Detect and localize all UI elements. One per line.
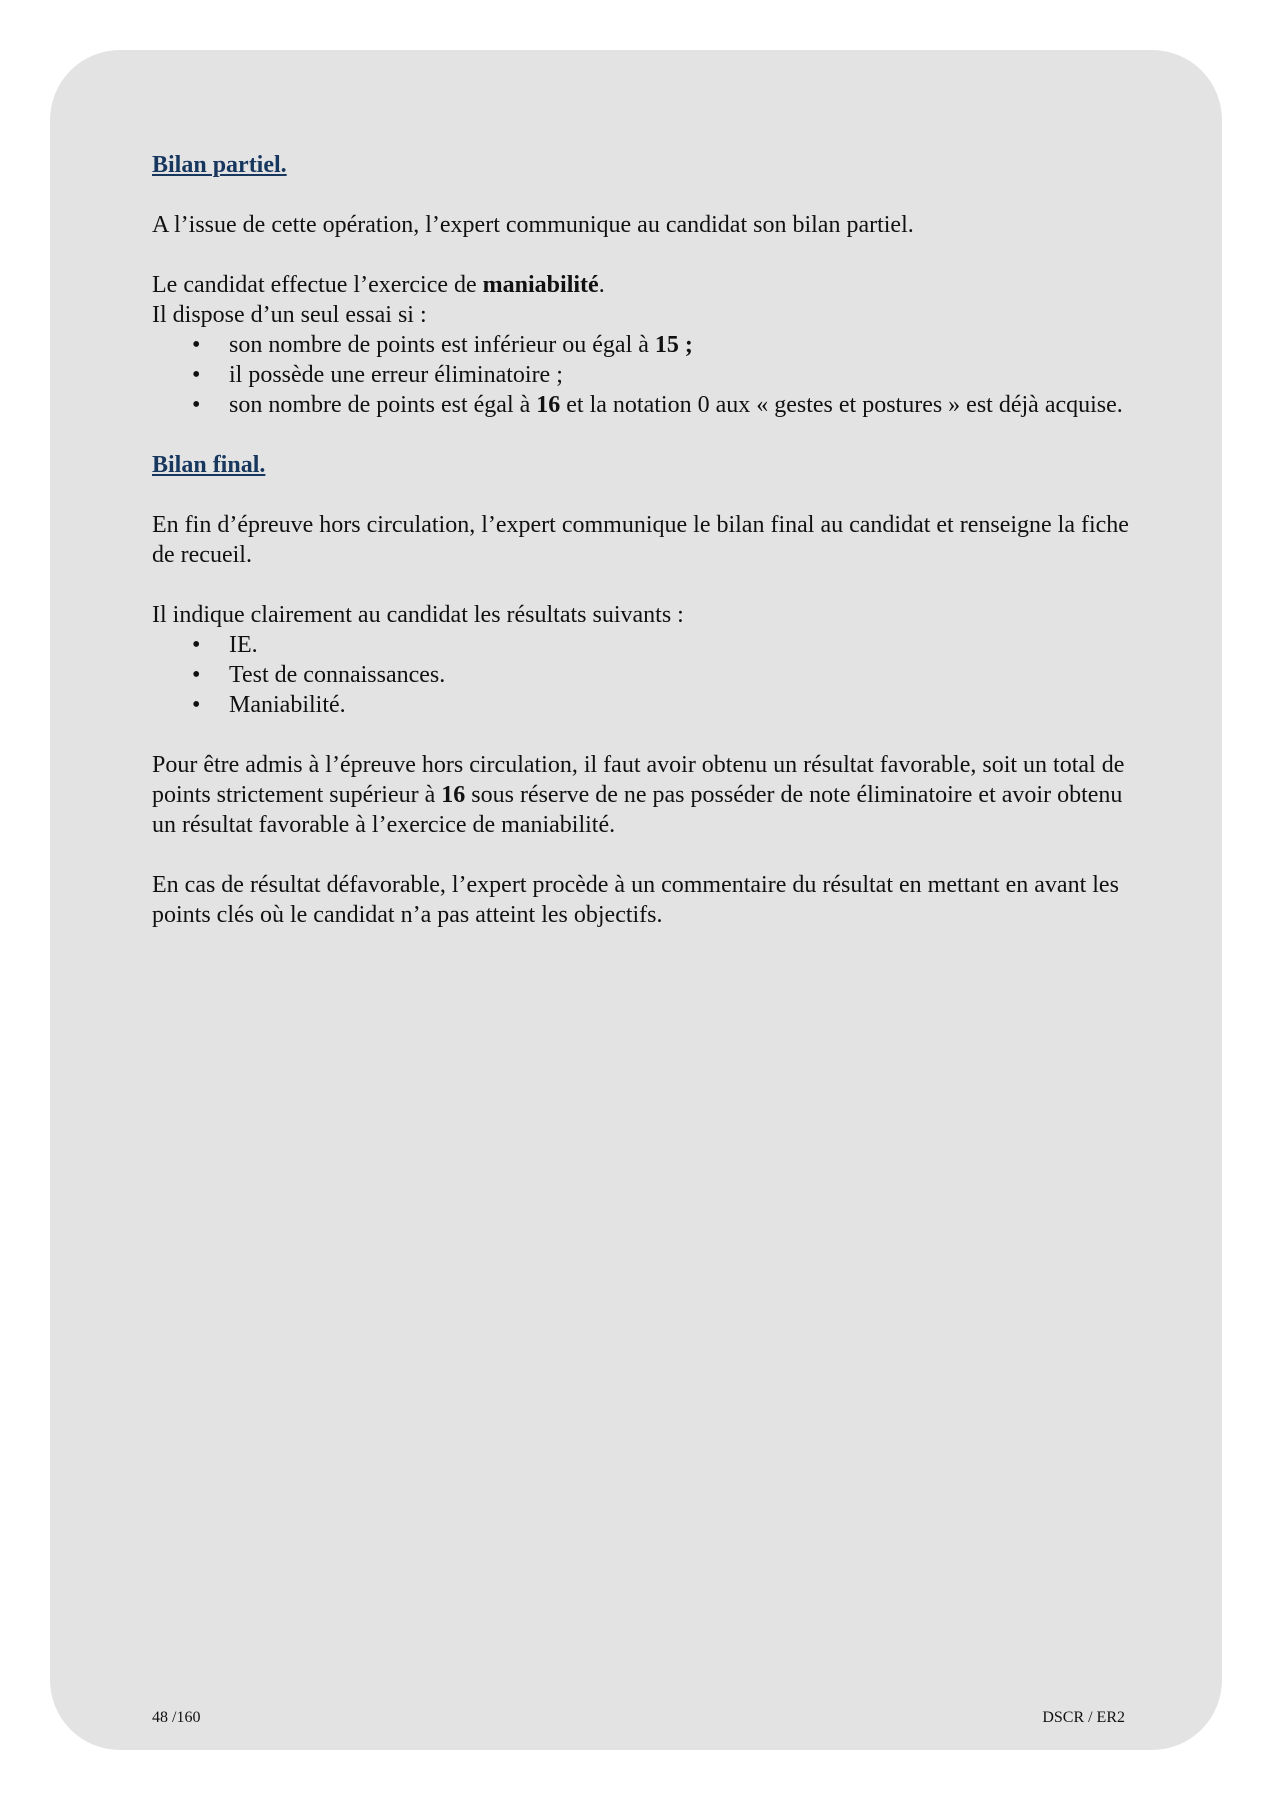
paragraph-essai-condition: Il dispose d’un seul essai si :	[152, 302, 427, 328]
paragraph-resultats-intro: Il indique clairement au candidat les résultats suivants :	[152, 602, 684, 628]
paragraph-admission-suffix: sous réserve de ne pas posséder de note éliminatoire et avoir obtenu un résultat favorable à l’exercice de maniabilité.	[152, 782, 1123, 838]
paragraph-maniabilite-bold: maniabilité	[482, 272, 599, 298]
document-content	[152, 150, 1132, 960]
list-item-text: son nombre de points est égal à	[229, 392, 537, 418]
list-item: • Test de connaissances.	[229, 660, 1132, 690]
section-title-bilan-final: Bilan final.	[152, 452, 266, 478]
paragraph-maniabilite-prefix: Le candidat effectue l’exercice de	[152, 272, 483, 298]
list-item	[229, 330, 1132, 360]
list-item-text: il possède une erreur éliminatoire ;	[229, 362, 563, 388]
list-item: • IE.	[229, 630, 1132, 660]
paragraph-resultat-defavorable: En cas de résultat défavorable, l’expert procède à un commentaire du résultat en mettant en avant les points clés où le candidat n’a pas atteint les objectifs.	[152, 872, 1119, 928]
list-item-bold: 15 ;	[654, 332, 693, 358]
section-title-bilan-partiel: Bilan partiel.	[152, 152, 287, 178]
list-item-bold: 16	[536, 392, 561, 418]
list-item-text: son nombre de points est inférieur ou égal à	[229, 332, 655, 358]
list-item	[229, 360, 1132, 390]
document-reference: DSCR / ER2	[1042, 1709, 1125, 1726]
list-essai-conditions	[152, 330, 1132, 420]
paragraph-admission-bold: 16	[441, 782, 466, 808]
list-item-suffix: et la notation 0 aux « gestes et postures » est déjà acquise.	[560, 392, 1123, 418]
page-number: 48 /160	[152, 1709, 201, 1726]
paragraph-maniabilite-suffix: .	[598, 272, 605, 298]
paragraph-bilan-partiel-intro: A l’issue de cette opération, l’expert communique au candidat son bilan partiel.	[152, 212, 914, 238]
paragraph-maniabilite	[152, 270, 1132, 300]
list-resultats	[152, 630, 1132, 720]
list-item: • Maniabilité.	[229, 690, 1132, 720]
paragraph-bilan-final-intro: En fin d’épreuve hors circulation, l’expert communique le bilan final au candidat et renseigne la fiche de recueil.	[152, 512, 1129, 568]
paragraph-admission	[152, 750, 1132, 840]
list-item	[229, 390, 1132, 420]
paragraph-admission-prefix: Pour être admis à l’épreuve hors circulation, il faut avoir obtenu un résultat favorable, soit un total de points strictement supérieur à	[152, 752, 1125, 808]
